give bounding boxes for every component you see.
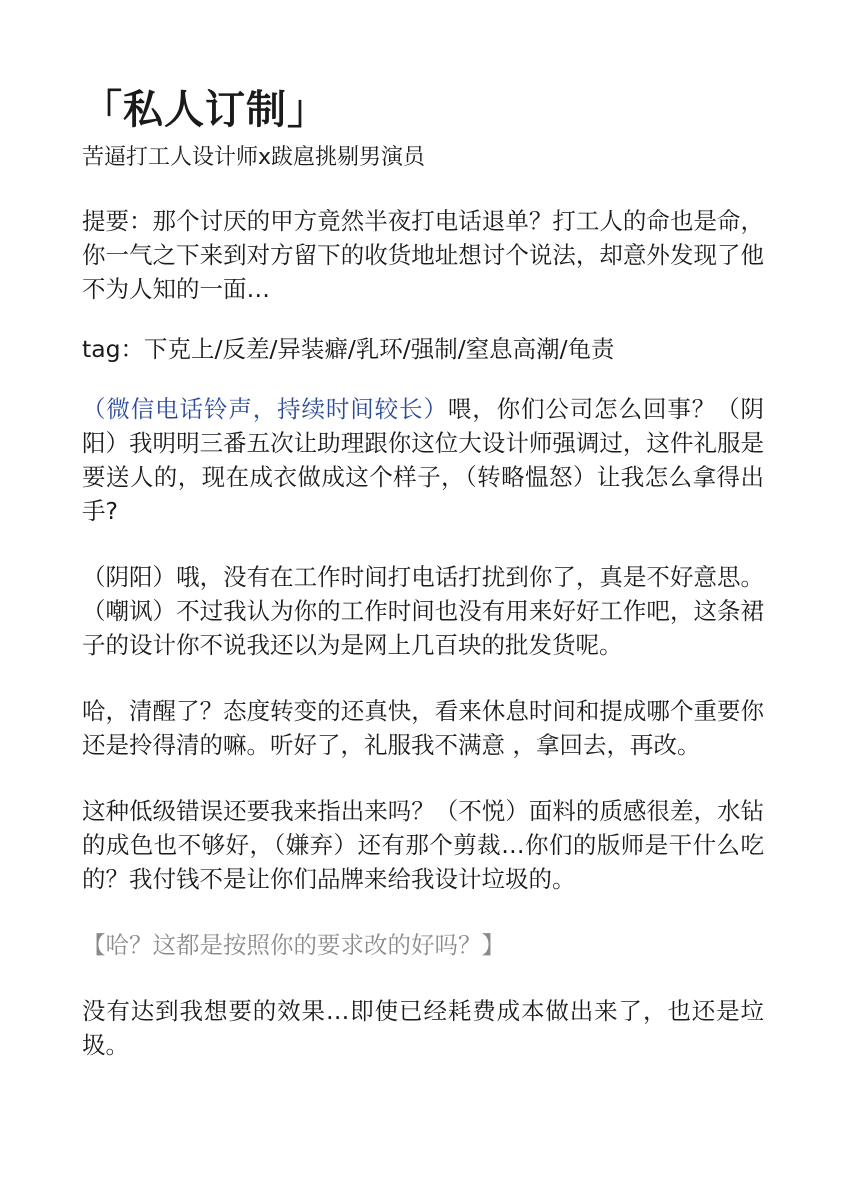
document-subtitle: 苦逼打工人设计师x跋扈挑剔男演员	[82, 145, 426, 170]
tags-line: tag：下克上/反差/异装癖/乳环/强制/窒息高潮/龟责	[82, 335, 615, 363]
document-title: 「私人订制」	[82, 87, 328, 133]
summary-paragraph: 提要：那个讨厌的甲方竟然半夜打电话退单？打工人的命也是命，你一气之下来到对方留下的收货地址想讨个说法，却意外发现了他不为人知的一面…	[82, 207, 764, 303]
dialogue-paragraph-2: （阴阳）哦，没有在工作时间打电话打扰到你了，真是不好意思。（嘲讽）不过我认为你的工作时间也没有用来好好工作吧，这条裙子的设计你不说我还以为是网上几百块的批发货呢。	[82, 563, 764, 659]
listener-aside: 【哈？这都是按照你的要求改的好吗？】	[82, 931, 505, 959]
stage-cue: （微信电话铃声，持续时间较长）	[82, 395, 448, 423]
dialogue-paragraph-3: 哈，清醒了？态度转变的还真快，看来休息时间和提成哪个重要你还是拎得清的嘛。听好了，礼服我不满意 ，拿回去，再改。	[82, 697, 764, 759]
dialogue-paragraph-4: 这种低级错误还要我来指出来吗？（不悦）面料的质感很差，水钻的成色也不够好，（嫌弃）还有那个剪裁…你们的版师是干什么吃的？我付钱不是让你们品牌来给我设计垃圾的。	[82, 797, 764, 893]
dialogue-paragraph-1	[82, 392, 764, 528]
dialogue-paragraph-6: 没有达到我想要的效果…即使已经耗费成本做出来了，也还是垃圾。	[82, 997, 764, 1059]
dialogue-text: 喂，你们公司怎么回事？（阴阳）我明明三番五次让助理跟你这位大设计师强调过，这件礼服是要送人的，现在成衣做成这个样子，（转略愠怒）让我怎么拿得出手?	[82, 395, 765, 525]
